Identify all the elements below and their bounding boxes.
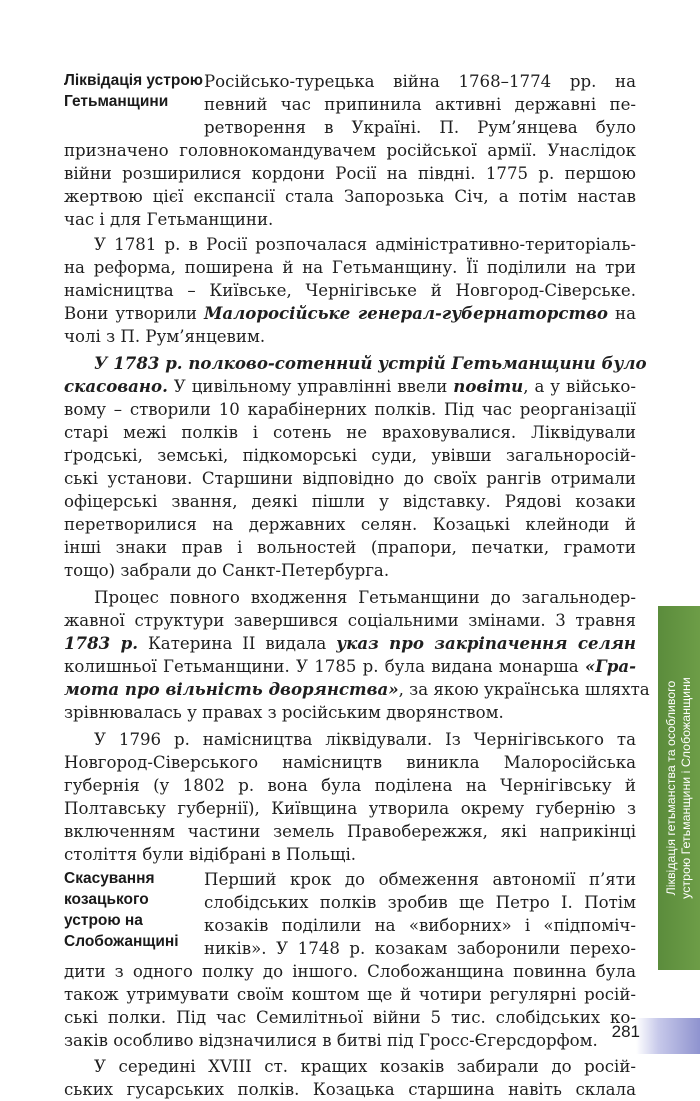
text-line: століття були відібрані в Польщі. bbox=[64, 845, 357, 864]
text-line: У 1781 р. в Росії розпочалася адміністративно-територіаль- bbox=[94, 235, 636, 254]
text-line: дити з одного полку до іншого. Слобожанщина повинна була bbox=[64, 962, 636, 981]
text-line bbox=[64, 632, 636, 655]
text-line: ські полки. Під час Семилітньої війни 5 тис. слобідських ко- bbox=[64, 1008, 636, 1027]
text-line-emphasis: У 1783 р. полково-сотенний устрій Гетьманщини було bbox=[94, 353, 647, 373]
text-span: У цивільному управлінні ввели bbox=[173, 377, 448, 396]
text-line bbox=[64, 678, 650, 701]
text-line: перетворилися на державних селян. Козацькі клейноди й bbox=[64, 515, 636, 534]
text-line: певний час припинила активні державні пе- bbox=[204, 95, 636, 114]
text-span: Вони утворили bbox=[64, 304, 197, 323]
text-line bbox=[64, 302, 636, 325]
text-line: вому – створили 10 карабінерних полків. Під час реорганізації bbox=[64, 400, 636, 419]
text-line: також утримувати своїм коштом ще й чотири регулярні росій- bbox=[64, 985, 636, 1004]
text-line: Перший крок до обмеження автономії п’яти bbox=[204, 870, 636, 889]
text-span: на bbox=[615, 304, 636, 323]
text-line: Російсько-турецька війна 1768–1774 рр. на bbox=[204, 72, 636, 91]
text-line: на реформа, поширена й на Гетьманщину. Її поділили на три bbox=[64, 258, 636, 277]
text-line: У 1796 р. намісництва ліквідували. Із Чернігівського та bbox=[94, 730, 636, 749]
page-number: 281 bbox=[611, 1022, 640, 1041]
term-hramota-cont: мота про вільність дворянства» bbox=[64, 679, 399, 699]
text-span: , а у військо- bbox=[523, 377, 636, 396]
text-line: козаків поділили на «виборних» і «підпоміч- bbox=[204, 916, 636, 935]
text-line: ників». У 1748 р. козакам заборонили перехо- bbox=[204, 939, 636, 958]
term-malorosiiske: Малоросійське генерал-губернаторство bbox=[204, 303, 608, 323]
term-hramota: «Гра- bbox=[584, 656, 637, 676]
text-line: Процес повного входження Гетьманщини до загальнодер- bbox=[94, 588, 636, 607]
text-line: ські установи. Старшини відповідно до своїх рангів отримали bbox=[64, 469, 636, 488]
term-ukaz: указ про закріпачення селян bbox=[336, 633, 637, 653]
text-span: , за якою українська шляхта bbox=[398, 680, 650, 699]
text-line: У середині XVIII ст. кращих козаків забирали до росій- bbox=[94, 1057, 636, 1076]
text-line: ретворення в Україні. П. Рум’янцева було bbox=[204, 118, 636, 137]
text-line: офіцерські звання, деякі пішли у відставку. Рядові козаки bbox=[64, 492, 636, 511]
term-date-1783: 1783 р. bbox=[64, 633, 139, 653]
text-line: зрівнювалась у правах з російським дворянством. bbox=[64, 703, 504, 722]
margin-heading-liquidation: Ліквідація устрою Гетьманщини bbox=[64, 72, 204, 110]
side-tab-line-2: устрою Гетьманщини і Слобожанщини bbox=[679, 677, 693, 899]
text-span: колишньої Гетьманщини. У 1785 р. була видана монарша bbox=[64, 657, 579, 676]
side-tab-line-1: Ліквідація гетьманства та особливого bbox=[664, 680, 678, 896]
text-line: жертвою цієї експансії стала Запорозька Січ, а потім настав bbox=[64, 187, 636, 206]
text-line bbox=[64, 375, 636, 398]
page-number-bar bbox=[636, 1018, 700, 1054]
text-span: Катерина ІІ видала bbox=[147, 634, 327, 653]
text-line: ґродські, земські, підкоморські суди, увівши загальноросій- bbox=[64, 446, 636, 465]
text-line: жавної структури завершився соціальними змінами. 3 травня bbox=[64, 611, 636, 630]
margin-heading-sloboda: Скасування козацького устрою на Слобожанщині bbox=[64, 870, 179, 950]
text-line: Новгород-Сіверського намісництв виникла Малоросійська bbox=[64, 753, 636, 772]
term-skasovano: скасовано. bbox=[64, 376, 168, 396]
text-line: інші знаки прав і вольностей (прапори, печатки, грамоти bbox=[64, 538, 636, 557]
text-line: старі межі полків і сотень не враховувалися. Ліквідували bbox=[64, 423, 636, 442]
text-line: губернія (у 1802 р. вона була поділена на Чернігівську й bbox=[64, 776, 636, 795]
text-line: заків особливо відзначилися в битві під Гросс-Єгерсдорфом. bbox=[64, 1031, 598, 1050]
text-line: призначено головнокомандувачем російської армії. Унаслідок bbox=[64, 141, 636, 160]
text-line: слобідських полків зробив ще Петро І. Потім bbox=[204, 893, 636, 912]
text-line: війни розширилися кордони Росії на півдні. 1775 р. першою bbox=[64, 164, 636, 183]
term-povity: повіти bbox=[453, 376, 524, 396]
text-line: тощо) забрали до Санкт-Петербурга. bbox=[64, 561, 390, 580]
side-tab-text bbox=[658, 606, 700, 970]
text-line: намісництва – Київське, Чернігівське й Новгород-Сіверське. bbox=[64, 281, 636, 300]
text-line: включенням частини земель Правобережжя, які наприкінці bbox=[64, 822, 636, 841]
text-line: час і для Гетьманщини. bbox=[64, 210, 274, 229]
chapter-side-tab bbox=[658, 606, 700, 970]
text-line bbox=[64, 655, 636, 678]
text-line: чолі з П. Рум’янцевим. bbox=[64, 327, 266, 346]
text-line: ських гусарських полків. Козацька старшина навіть склала bbox=[64, 1080, 636, 1099]
text-line: Полтавську губернії), Київщина утворила окрему губернію з bbox=[64, 799, 636, 818]
